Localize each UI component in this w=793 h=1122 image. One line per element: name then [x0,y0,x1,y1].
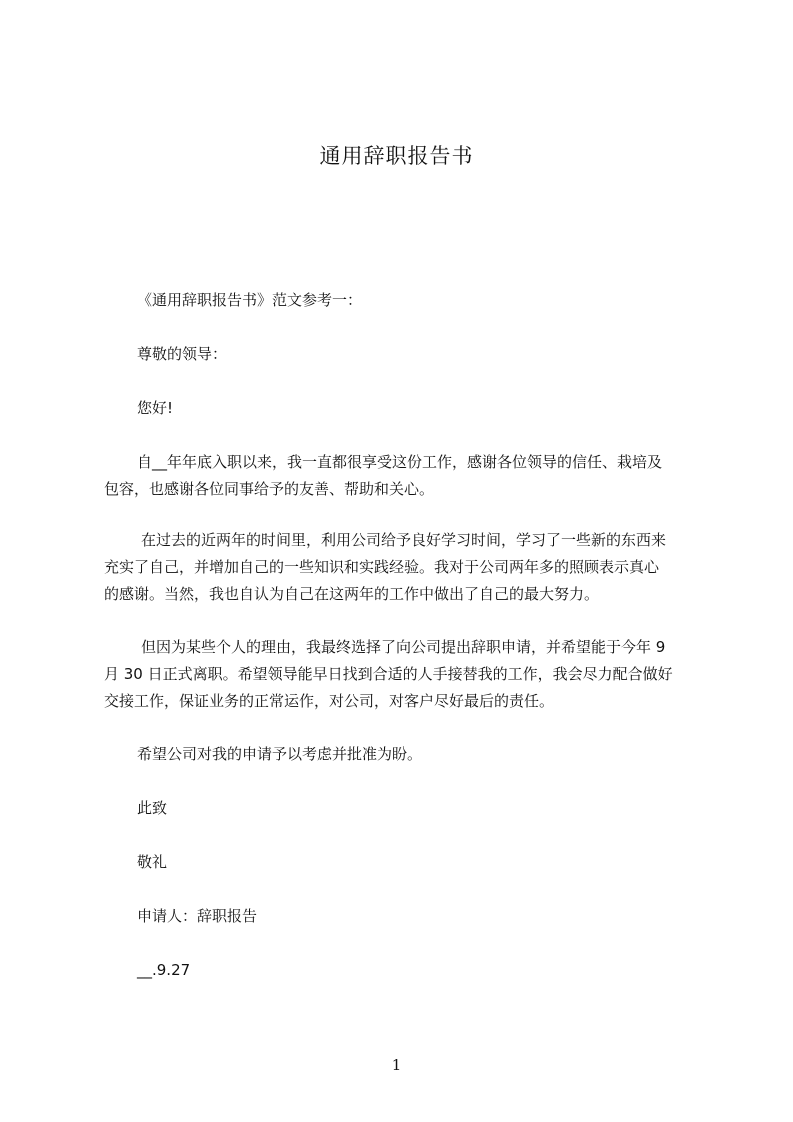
paragraph-2 [104,527,700,608]
paragraph-3-line-2: 月 30 日正式离职。希望领导能早日找到合适的人手接替我的工作，我会尽力配合做好 [104,665,673,683]
date-line: __.9.27 [137,961,191,979]
closing-cizhi: 此致 [137,799,168,817]
paragraph-3 [104,634,700,715]
greeting: 您好! [137,399,174,417]
closing-jingli: 敬礼 [137,853,168,871]
paragraph-1 [104,449,700,503]
paragraph-1-line-2: 包容，也感谢各位同事给予的友善、帮助和关心。 [104,480,435,498]
hope-line: 希望公司对我的申请予以考虑并批准为盼。 [137,745,423,763]
page-number: 1 [391,1056,402,1074]
document-title: 通用辞职报告书 [319,144,474,168]
paragraph-3-line-3: 交接工作，保证业务的正常运作，对公司，对客户尽好最后的责任。 [104,692,555,710]
applicant-line: 申请人：辞职报告 [137,907,258,925]
paragraph-1-line-1: 自__年年底入职以来，我一直都很享受这份工作，感谢各位领导的信任、栽培及 [137,453,663,471]
paragraph-2-line-1: 在过去的近两年的时间里，利用公司给予良好学习时间，学习了一些新的东西来 [141,531,667,549]
paragraph-2-line-2: 充实了自己，并增加自己的一些知识和实践经验。我对于公司两年多的照顾表示真心 [104,558,660,576]
intro-line: 《通用辞职报告书》范文参考一： [137,291,363,309]
paragraph-2-line-3: 的感谢。当然，我也自认为自己在这两年的工作中做出了自己的最大努力。 [104,585,600,603]
paragraph-3-line-1: 但因为某些个人的理由，我最终选择了向公司提出辞职申请，并希望能于今年 9 [141,638,666,656]
salutation: 尊敬的领导： [137,345,228,363]
